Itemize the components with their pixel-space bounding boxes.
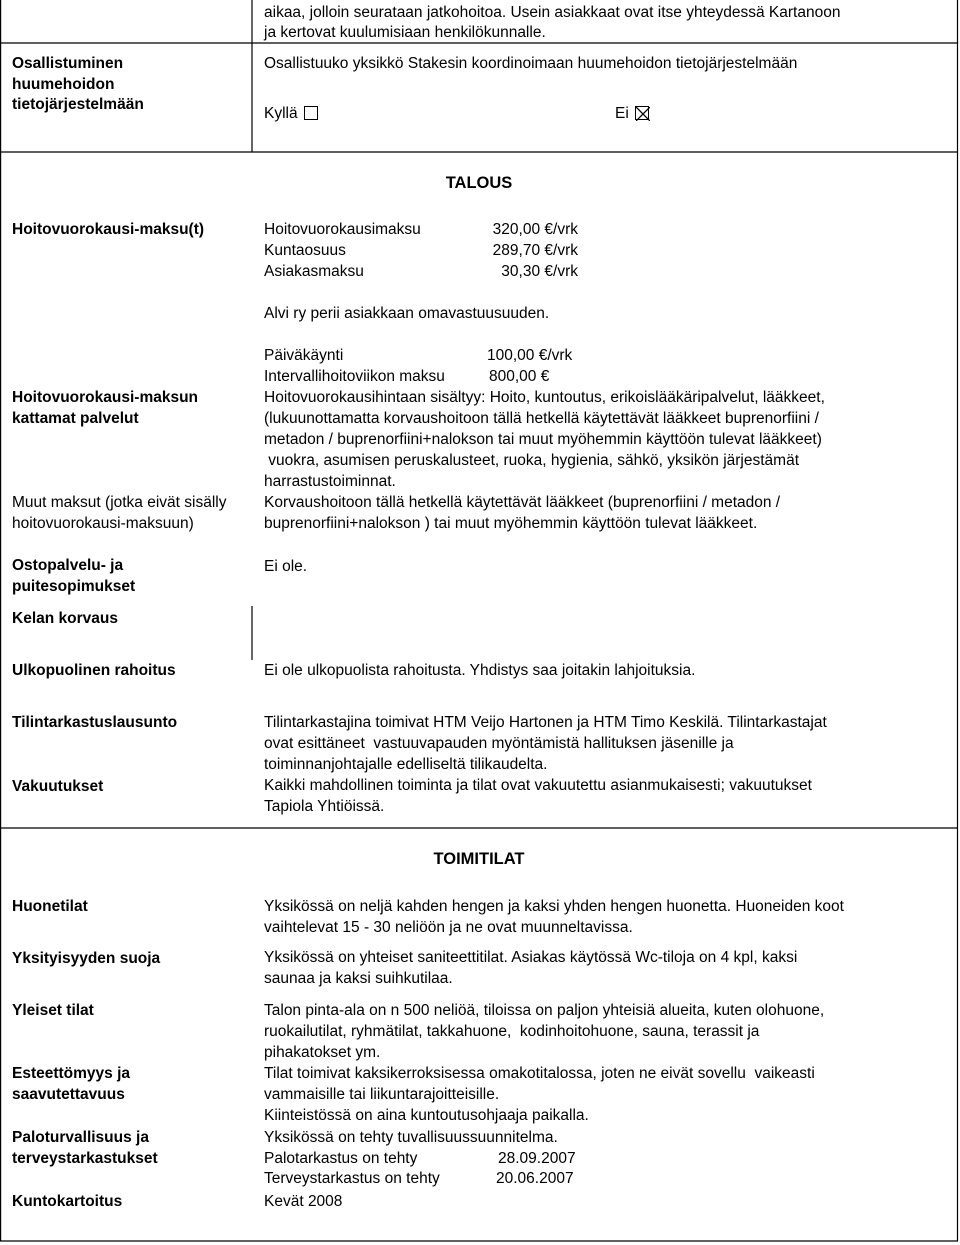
accessibility-line: Tilat toimivat kaksikerroksisessa omakotitalossa, joten ne eivät sovellu vaikeasti [264,1065,815,1082]
fire-inspection-date: 28.09.2007 [498,1150,576,1167]
rooms-label: Huonetilat [12,898,88,915]
condition-survey-label: Kuntokartoitus [12,1193,123,1210]
participation-label: Osallistuminen huumehoidon tietojärjestelmään [12,55,144,113]
yes-option[interactable] [264,104,318,125]
kela-label: Kelan korvaus [12,610,118,627]
health-inspection-label: Terveystarkastus on tehty [264,1170,440,1187]
external-funding-value: Ei ole ulkopuolista rahoitusta. Yhdistys saa joitakin lahjoituksia. [264,662,696,679]
covered-services-line: (lukuunottamatta korvaushoitoon tällä hetkellä käytettävät lääkkeet buprenorfiini / [264,410,819,427]
interval-label: Intervallihoitoviikon maksu [264,368,445,385]
covered-services-line: vuokra, asumisen peruskalusteet, ruoka, hygienia, sähkö, yksikön järjestämät [264,452,800,469]
other-fees-label: Muut maksut (jotka eivät sisälly hoitovuorokausi-maksuun) [12,494,227,532]
insurance-line: Kaikki mahdollinen toiminta ja tilat ovat vakuutettu asianmukaisesti; vakuutukset [264,777,812,794]
fee-amount: 30,30 €/vrk [501,263,578,280]
fee-amount: 289,70 €/vrk [492,242,578,259]
alv-note: Alvi ry perii asiakkaan omavastuusuuden. [264,305,550,322]
accessibility-line: Kiinteistössä on aina kuntoutusohjaaja paikalla. [264,1107,589,1124]
day-visit-label: Päiväkäynti [264,347,344,364]
insurance-label: Vakuutukset [12,778,104,795]
checked-x-icon [636,107,650,121]
audit-line: Tilintarkastajina toimivat HTM Veijo Hartonen ja HTM Timo Keskilä. Tilintarkastajat [264,714,827,731]
continuation-text-line: aikaa, jolloin seurataan jatkohoitoa. Usein asiakkaat ovat itse yhteydessä Kartanoon [264,4,841,21]
no-option-label: Ei [615,105,629,122]
purchase-agreements-value: Ei ole. [264,558,308,575]
health-inspection-date: 20.06.2007 [496,1170,574,1187]
yes-checkbox[interactable] [304,106,318,120]
privacy-label: Yksityisyyden suoja [12,950,161,967]
privacy-line: saunaa ja kaksi suihkutilaa. [264,970,453,987]
fee-name: Asiakasmaksu [264,263,364,280]
covered-services-line: harrastustoiminnat. [264,473,396,490]
rooms-line: Yksikössä on neljä kahden hengen ja kaksi yhden hengen huonetta. Huoneiden koot [264,898,844,915]
audit-label: Tilintarkastuslausunto [12,714,178,731]
accessibility-line: vammaisille tai liikuntarajoitteisille. [264,1086,500,1103]
rooms-line: vaihtelevat 15 - 30 neliöön ja ne ovat muunneltavissa. [264,919,633,936]
covered-services-line: metadon / buprenorfiini+nalokson tai muut myöhemmin käyttöön tulevat lääkkeet) [264,431,822,448]
other-fees-line: buprenorfiini+nalokson ) tai muut myöhemmin käyttöön tulevat lääkkeet. [264,515,758,532]
external-funding-label: Ulkopuolinen rahoitus [12,662,176,679]
covered-services-label: Hoitovuorokausi-maksun kattamat palvelut [12,389,199,427]
interval-amount: 800,00 € [489,368,550,385]
common-spaces-label: Yleiset tilat [12,1002,94,1019]
common-spaces-line: pihakatokset ym. [264,1044,381,1061]
fire-safety-label: Paloturvallisuus ja terveystarkastukset [12,1129,158,1167]
privacy-line: Yksikössä on yhteiset saniteettitilat. Asiakas käytössä Wc-tiloja on 4 kpl, kaksi [264,949,798,966]
insurance-line: Tapiola Yhtiöissä. [264,798,385,815]
audit-line: toiminnanjohtajalle edelliseltä tilikaudelta. [264,756,548,773]
fee-name: Hoitovuorokausimaksu [264,221,421,238]
accessibility-label: Esteettömyys ja saavutettavuus [12,1065,131,1103]
section-heading-talous: TALOUS [445,174,513,192]
fee-name: Kuntaosuus [264,242,346,259]
purchase-agreements-label: Ostopalvelu- ja puitesopimukset [12,557,136,595]
covered-services-line: Hoitovuorokausihintaan sisältyy: Hoito, kuntoutus, erikoislääkäripalvelut, lääkkeet, [264,389,825,406]
common-spaces-line: ruokailutilat, ryhmätilat, takkahuone, kodinhoitohuone, sauna, terassit ja [264,1023,760,1040]
continuation-text-line: ja kertovat kuulumisiaan henkilökunnalle. [264,24,546,41]
fee-amount: 320,00 €/vrk [492,221,578,238]
fee-row [264,220,421,241]
yes-option-label: Kyllä [264,105,298,122]
participation-question: Osallistuuko yksikkö Stakesin koordinoimaan huumehoidon tietojärjestelmään [264,55,798,72]
fee-row [264,262,364,283]
day-visit-amount: 100,00 €/vrk [487,347,573,364]
fire-inspection-label: Palotarkastus on tehty [264,1150,418,1167]
fee-label: Hoitovuorokausi-maksu(t) [12,221,205,238]
common-spaces-line: Talon pinta-ala on n 500 neliöä, tiloissa on paljon yhteisiä alueita, kuten olohuone, [264,1002,825,1019]
other-fees-line: Korvaushoitoon tällä hetkellä käytettävät lääkkeet (buprenorfiini / metadon / [264,494,781,511]
no-checkbox[interactable] [635,106,649,120]
section-heading-toimitilat: TOIMITILAT [433,850,525,868]
condition-survey-value: Kevät 2008 [264,1193,343,1210]
audit-line: ovat esittäneet vastuuvapauden myöntämistä hallituksen jäsenille ja [264,735,734,752]
no-option[interactable] [615,104,649,125]
fire-safety-line: Yksikössä on tehty tuvallisuussuunnitelma. [264,1129,558,1146]
fee-row [264,241,346,262]
